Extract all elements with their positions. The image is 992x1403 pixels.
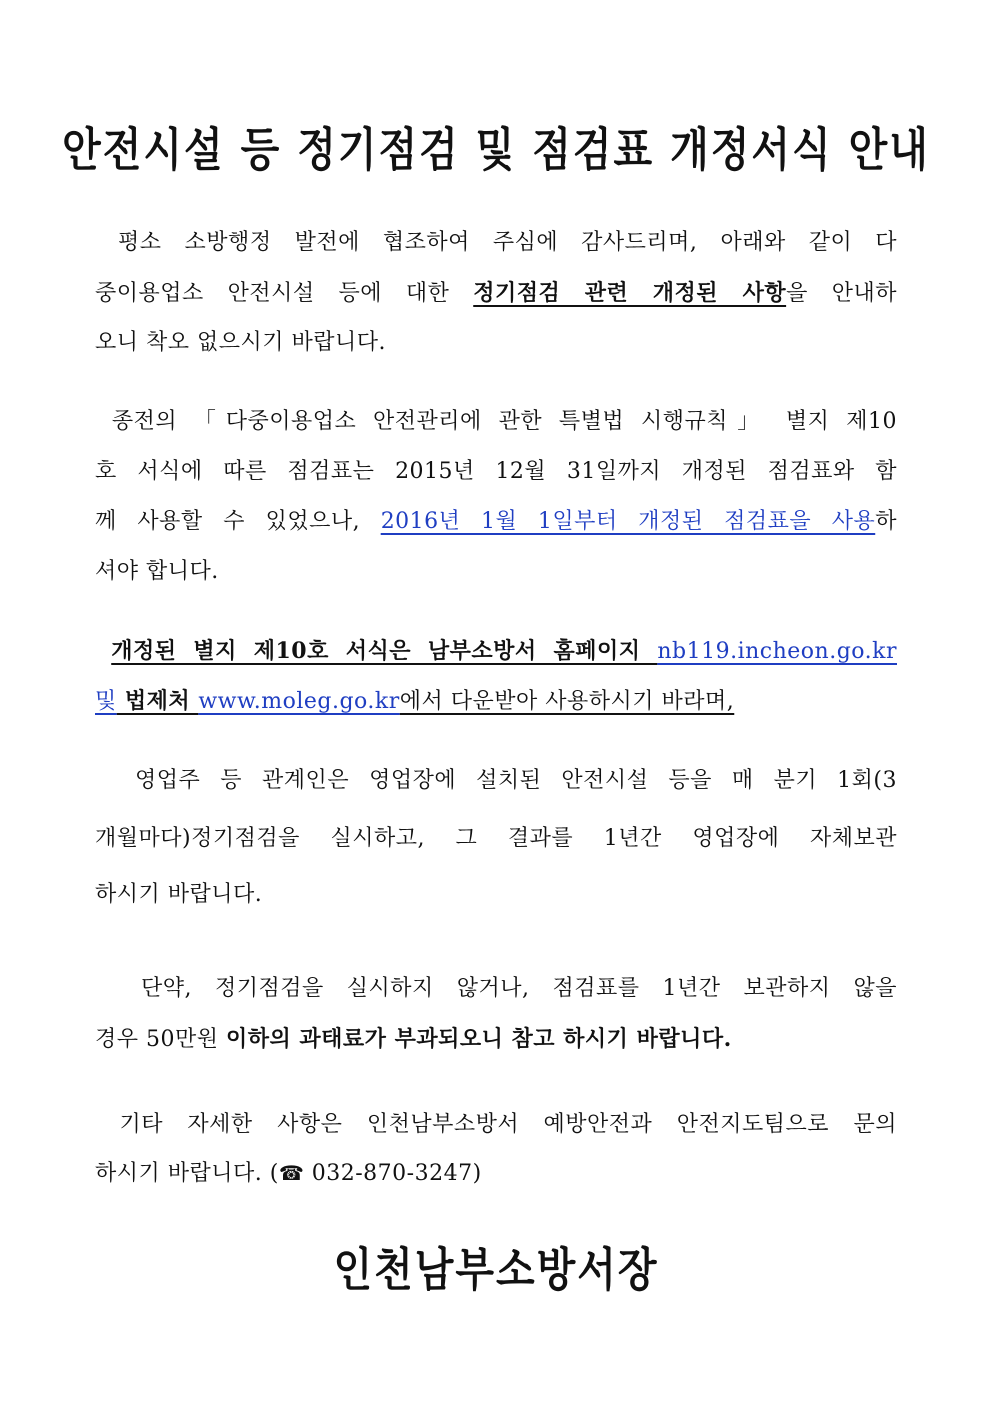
revised-checklist-link[interactable]: 2016년 1월 1일부터 개정된 점검표을 사용 <box>380 509 876 534</box>
moleg-link[interactable]: www.moleg.go.kr <box>198 689 400 714</box>
para4-line3: 하시기 바랍니다. <box>95 882 263 907</box>
para4-line1: 영업주 등 관계인은 영업장에 설치된 안전시설 등을 매 분기 1회(3 <box>135 768 897 793</box>
penalty-notice: 이하의 과태료가 부과되오니 참고 하시기 바랍니다. <box>226 1026 732 1052</box>
para2-line4: 셔야 합니다. <box>95 559 219 584</box>
phone-icon: ☎ <box>278 1161 305 1185</box>
document-title: 안전시설 등 정기점검 및 점검표 개정서식 안내 <box>62 124 930 177</box>
para1-line2: 중이용업소 안전시설 등에 대한 정기점검 관련 개정된 사항을 안내하 <box>95 280 897 306</box>
highlight-revision-text: 정기점검 관련 개정된 사항 <box>473 280 787 306</box>
para6-line2: 하시기 바랍니다. (☎ 032-870-3247) <box>95 1158 897 1189</box>
para3-line1: 개정된 별지 제10호 서식은 남부소방서 홈페이지 nb119.incheon.go.kr <box>111 638 897 664</box>
para5-line1: 단약, 정기점검을 실시하지 않거나, 점검표를 1년간 보관하지 않을 <box>141 976 897 1001</box>
para3-line2: 및 법제처 www.moleg.go.kr에서 다운받아 사용하시기 바라며, <box>95 688 735 714</box>
para1-line1: 평소 소방행정 발전에 협조하여 주심에 감사드리며, 아래와 같이 다 <box>118 230 897 255</box>
para2-line3: 께 사용할 수 있었으나, 2016년 1월 1일부터 개정된 점검표을 사용하 <box>95 509 897 534</box>
para6-line1: 기타 자세한 사항은 인천남부소방서 예방안전과 안전지도팀으로 문의 <box>119 1112 897 1137</box>
para2-line2: 호 서식에 따른 점검표는 2015년 12월 31일까지 개정된 점검표와 함 <box>95 459 897 484</box>
signature-issuer: 인천남부소방서장 <box>333 1244 659 1297</box>
para1-line3: 오니 착오 없으시기 바랍니다. <box>95 330 386 355</box>
para4-line2: 개월마다)정기점검을 실시하고, 그 결과를 1년간 영업장에 자체보관 <box>95 826 897 851</box>
para2-line1: 종전의 「다중이용업소 안전관리에 관한 특별법 시행규칙」 별지 제10 <box>111 409 897 434</box>
para5-line2: 경우 50만원 이하의 과태료가 부과되오니 참고 하시기 바랍니다. <box>95 1026 732 1052</box>
nb119-homepage-link[interactable]: nb119.incheon.go.kr <box>657 639 897 664</box>
and-link-text[interactable]: 및 <box>95 689 117 714</box>
